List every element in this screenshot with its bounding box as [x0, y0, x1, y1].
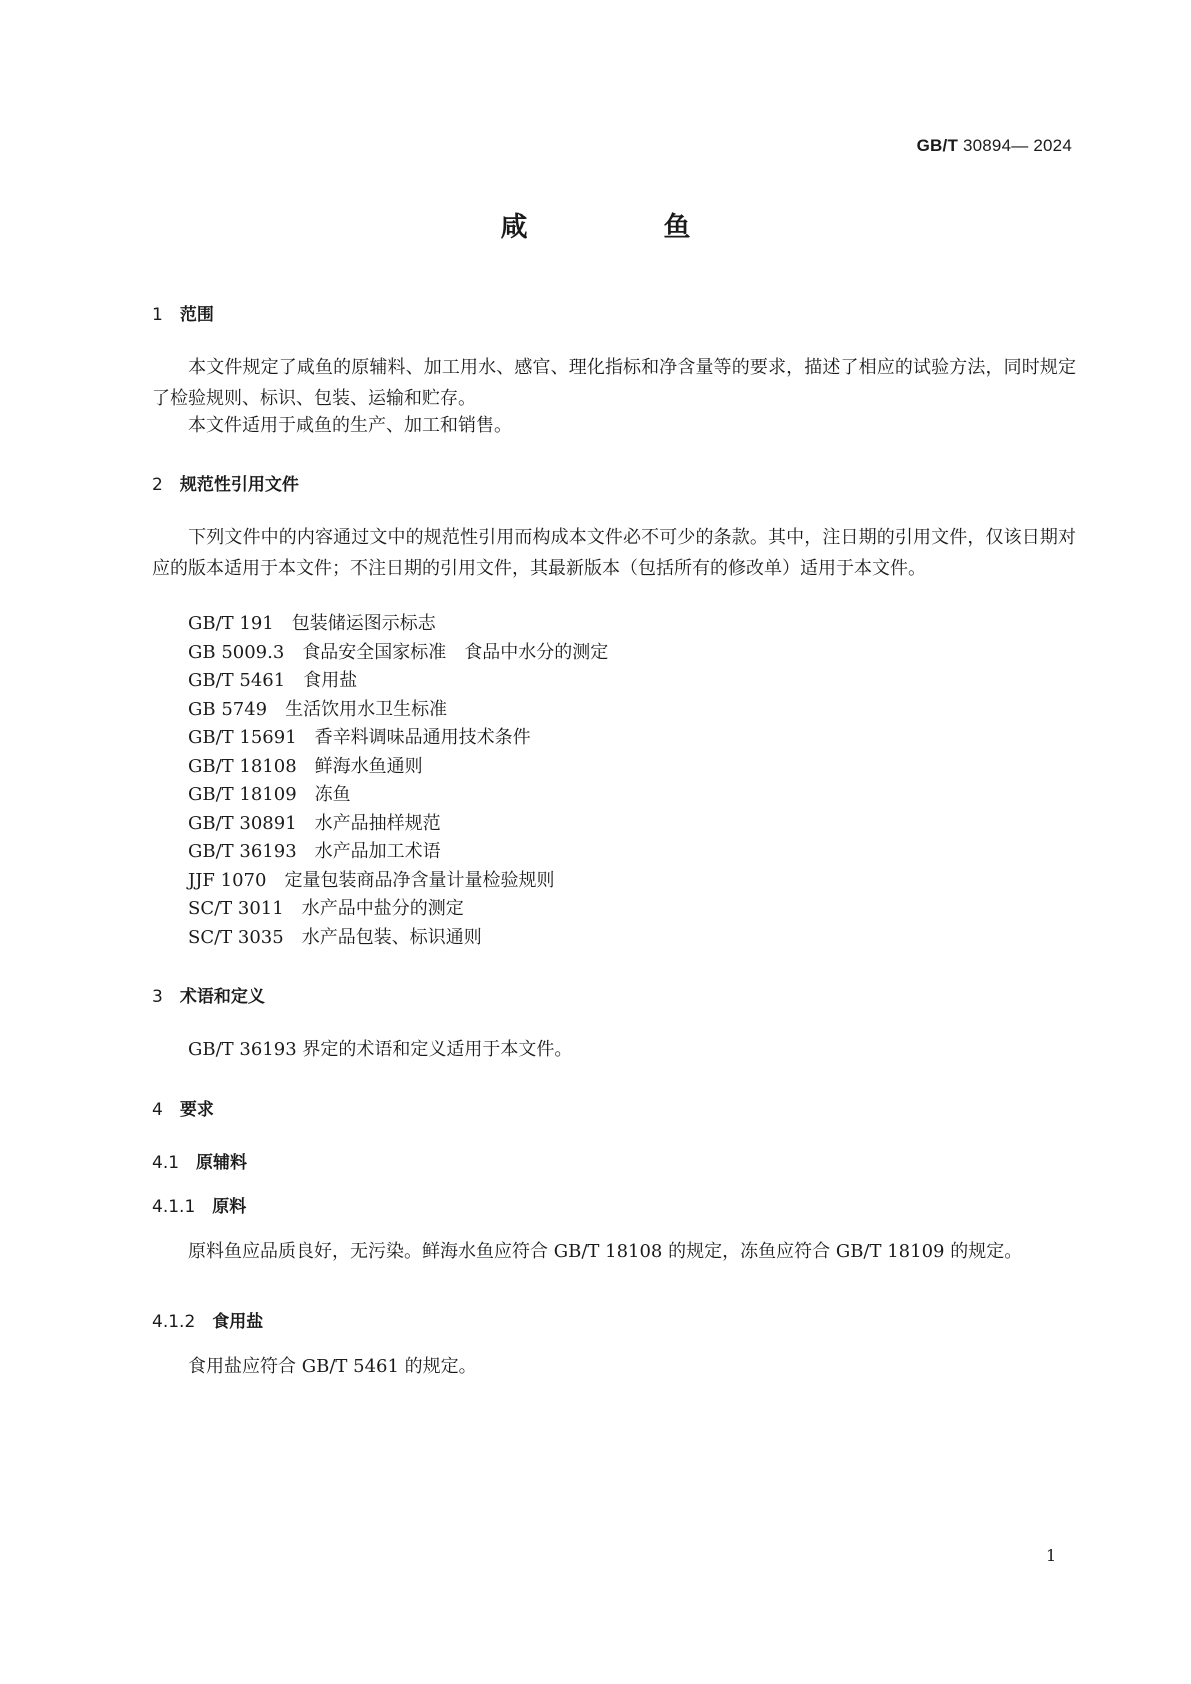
paragraph-text: 食用盐应符合 GB/T 5461 的规定。 — [188, 1356, 477, 1377]
title-char-1: 咸 — [500, 212, 528, 243]
reference-item — [188, 894, 464, 925]
reference-code: GB/T 18108 — [188, 756, 297, 777]
reference-name: 水产品中盐分的测定 — [301, 898, 464, 919]
reference-name: 生活饮用水卫生标准 — [285, 699, 448, 720]
paragraph-text: 本文件适用于咸鱼的生产、加工和销售。 — [188, 415, 512, 436]
section-1-paragraph-1 — [152, 353, 1076, 414]
reference-name: 冻鱼 — [314, 784, 351, 805]
standard-code-number: 30894— 2024 — [958, 136, 1072, 155]
paragraph-text: GB/T 36193 界定的术语和定义适用于本文件。 — [188, 1039, 573, 1060]
reference-item — [188, 666, 357, 697]
page-number: 1 — [1046, 1546, 1057, 1565]
reference-code: GB 5009.3 — [188, 642, 285, 663]
section-4-heading — [152, 1095, 214, 1120]
reference-item — [188, 752, 423, 783]
section-number: 3 — [152, 987, 163, 1007]
section-4-1-heading — [152, 1148, 247, 1173]
paragraph-text: 原料鱼应品质良好，无污染。鲜海水鱼应符合 GB/T 18108 的规定，冻鱼应符合 GB/T 18109 的规定。 — [188, 1241, 1023, 1262]
section-1-heading — [152, 300, 214, 325]
reference-code: SC/T 3035 — [188, 927, 284, 948]
section-number: 1 — [152, 305, 163, 325]
section-3-paragraph-1 — [152, 1035, 1076, 1066]
reference-item — [188, 723, 531, 754]
reference-code: GB/T 18109 — [188, 784, 297, 805]
title-char-2: 鱼 — [663, 212, 691, 243]
reference-name: 香辛料调味品通用技术条件 — [314, 727, 531, 748]
section-2-paragraph-1 — [152, 523, 1076, 584]
section-2-heading — [152, 470, 299, 495]
reference-name: 水产品抽样规范 — [314, 813, 441, 834]
reference-name: 食品安全国家标准 食品中水分的测定 — [302, 642, 609, 663]
reference-name: 定量包装商品净含量计量检验规则 — [284, 870, 555, 891]
section-4-1-2-heading — [152, 1307, 263, 1332]
reference-item — [188, 695, 447, 726]
reference-name: 食用盐 — [303, 670, 358, 691]
section-3-heading — [152, 982, 265, 1007]
section-number: 4.1.1 — [152, 1197, 196, 1217]
document-title — [0, 205, 1191, 244]
reference-item — [188, 866, 554, 897]
paragraph-text: 本文件规定了咸鱼的原辅料、加工用水、感官、理化指标和净含量等的要求，描述了相应的试验方法，同时规定了检验规则、标识、包装、运输和贮存。 — [152, 357, 1076, 409]
reference-code: JJF 1070 — [188, 870, 267, 891]
reference-name: 包装储运图示标志 — [291, 613, 436, 634]
section-4-1-1-paragraph-1 — [152, 1237, 1076, 1268]
paragraph-text: 下列文件中的内容通过文中的规范性引用而构成本文件必不可少的条款。其中，注日期的引用文件，仅该日期对应的版本适用于本文件；不注日期的引用文件，其最新版本（包括所有的修改单）适用于本文件。 — [152, 527, 1076, 579]
reference-item — [188, 809, 441, 840]
section-number: 4.1.2 — [152, 1312, 196, 1332]
section-title: 食用盐 — [212, 1312, 264, 1332]
section-title: 规范性引用文件 — [179, 475, 299, 495]
reference-item — [188, 638, 608, 669]
section-number: 2 — [152, 475, 163, 495]
reference-item — [188, 923, 482, 954]
reference-code: GB/T 15691 — [188, 727, 297, 748]
section-title: 要求 — [179, 1100, 214, 1120]
reference-code: SC/T 3011 — [188, 898, 284, 919]
section-title: 范围 — [179, 305, 214, 325]
section-1-paragraph-2 — [152, 411, 1076, 442]
standard-code — [917, 136, 1072, 156]
section-4-1-2-paragraph-1 — [152, 1352, 1076, 1383]
reference-name: 水产品加工术语 — [314, 841, 441, 862]
section-title: 术语和定义 — [179, 987, 265, 1007]
reference-code: GB/T 191 — [188, 613, 274, 634]
reference-code: GB/T 30891 — [188, 813, 297, 834]
reference-code: GB/T 5461 — [188, 670, 286, 691]
standard-code-prefix: GB/T — [916, 136, 959, 155]
section-number: 4 — [152, 1100, 163, 1120]
reference-name: 水产品包装、标识通则 — [301, 927, 482, 948]
reference-item — [188, 837, 441, 868]
section-4-1-1-heading — [152, 1192, 246, 1217]
reference-item — [188, 609, 436, 640]
reference-item — [188, 780, 351, 811]
reference-code: GB/T 36193 — [188, 841, 297, 862]
reference-code: GB 5749 — [188, 699, 268, 720]
section-title: 原料 — [212, 1197, 247, 1217]
section-number: 4.1 — [152, 1153, 180, 1173]
section-title: 原辅料 — [196, 1153, 248, 1173]
reference-name: 鲜海水鱼通则 — [314, 756, 423, 777]
